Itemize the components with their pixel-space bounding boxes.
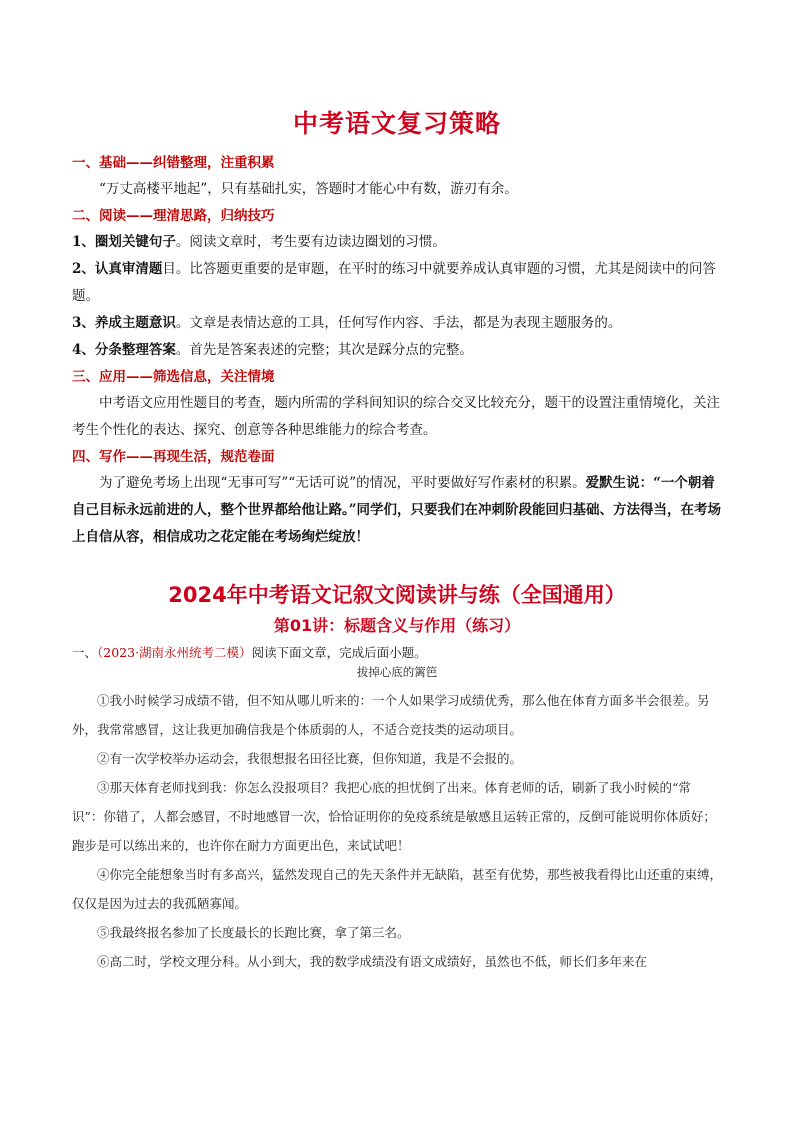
item-lead: 4、分条整理答案 [72, 342, 176, 358]
section-3-heading: 三、应用——筛选信息，关注情境 [72, 369, 275, 385]
item-text: 。阅读文章时，考生要有边读边圈划的习惯。 [175, 234, 446, 250]
section-1-paragraph: “万丈高楼平地起”，只有基础扎实，答题时才能心中有数，游刃有余。 [99, 181, 518, 197]
essay-paragraph-3: ③那天体育老师找到我：你怎么没报项目？我把心底的担忧倒了出来。体育老师的话，刷新了我小时候的“常识”：你错了，人都会感冒，不时地感冒一次，恰恰证明你的免疫系统是敏感且运转正常的，反倒可能说明你体质好；跑步是可以练出来的，也许你在耐力方面更出色，来试试吧！ [72, 780, 716, 853]
section-4-normal-text: 为了避免考场上出现“无事可写”“无话可说”的情况，平时要做好写作素材的积累。 [99, 475, 586, 491]
item-lead: 3、养成主题意识 [72, 315, 176, 331]
essay-paragraph-5: ⑤我最终报名参加了长度最长的长跑比赛，拿了第三名。 [97, 925, 410, 940]
section-2-item-4 [72, 337, 722, 364]
lecture-title: 2024年中考语文记叙文阅读讲与练（全国通用） [168, 583, 626, 607]
item-lead: 2、认真审清题 [72, 261, 163, 277]
question-instruction: 阅读下面文章，完成后面小题。 [251, 645, 427, 660]
essay-paragraph-2: ②有一次学校举办运动会，我很想报名田径比赛，但你知道，我是不会报的。 [97, 751, 523, 766]
question-tag: （2023·湖南永州统考二模） [97, 645, 252, 660]
question-prefix: 一、 [72, 645, 98, 660]
item-text: 。首先是答案表述的完整；其次是踩分点的完整。 [175, 342, 473, 358]
essay-paragraph-4: ④你完全能想象当时有多高兴，猛然发现自己的先天条件并无缺陷，甚至有优势，那些被我看得比山还重的束缚，仅仅是因为过去的我孤陋寡闻。 [72, 867, 723, 911]
section-4-paragraph [72, 470, 722, 551]
section-3-paragraph: 中考语文应用性题目的考查，题内所需的学科间知识的综合交叉比较充分，题干的设置注重情境化，关注考生个性化的表达、探究、创意等各种思维能力的综合考查。 [72, 395, 720, 438]
lecture-subtitle: 第01讲：标题含义与作用（练习） [273, 616, 521, 635]
section-4-heading: 四、写作——再现生活，规范卷面 [72, 449, 275, 465]
section-2-item-2 [72, 256, 722, 310]
essay-title: 拔掉心底的篱笆 [356, 665, 438, 679]
section-1-heading: 一、基础——纠错整理，注重积累 [72, 155, 275, 171]
document-page [72, 96, 722, 976]
item-lead: 1、圈划关键句子 [72, 234, 176, 250]
item-text: 。文章是表情达意的工具，任何写作内容、手法，都是为表现主题服务的。 [175, 315, 622, 331]
item-text: 目。比答题更重要的是审题，在平时的练习中就要养成认真审题的习惯，尤其是阅读中的问答题。 [72, 261, 716, 304]
section-2-item-3 [72, 310, 722, 337]
strategy-title: 中考语文复习策略 [292, 109, 501, 138]
section-2-item-1 [72, 229, 722, 256]
section-2-heading: 二、阅读——理清思路，归纳技巧 [72, 208, 275, 224]
question-source [72, 642, 722, 664]
section-4-bold-text: 爱默生说：“一个朝着自己目标永远前进的人，整个世界都给他让路。”同学们，只要我们在冲刺阶段能回归基础、方法得当，在考场上自信从容，相信成功之花定能在考场绚烂绽放！ [72, 475, 722, 545]
essay-paragraph-1: ①我小时候学习成绩不错，但不知从哪儿听来的：一个人如果学习成绩优秀，那么他在体育方面多半会很差。另外，我常常感冒，这让我更加确信我是个体质弱的人，不适合竞技类的运动项目。 [72, 693, 710, 737]
essay-paragraph-6: ⑥高二时，学校文理分科。从小到大，我的数学成绩没有语文成绩好，虽然也不低，师长们多年来在 [97, 954, 648, 969]
